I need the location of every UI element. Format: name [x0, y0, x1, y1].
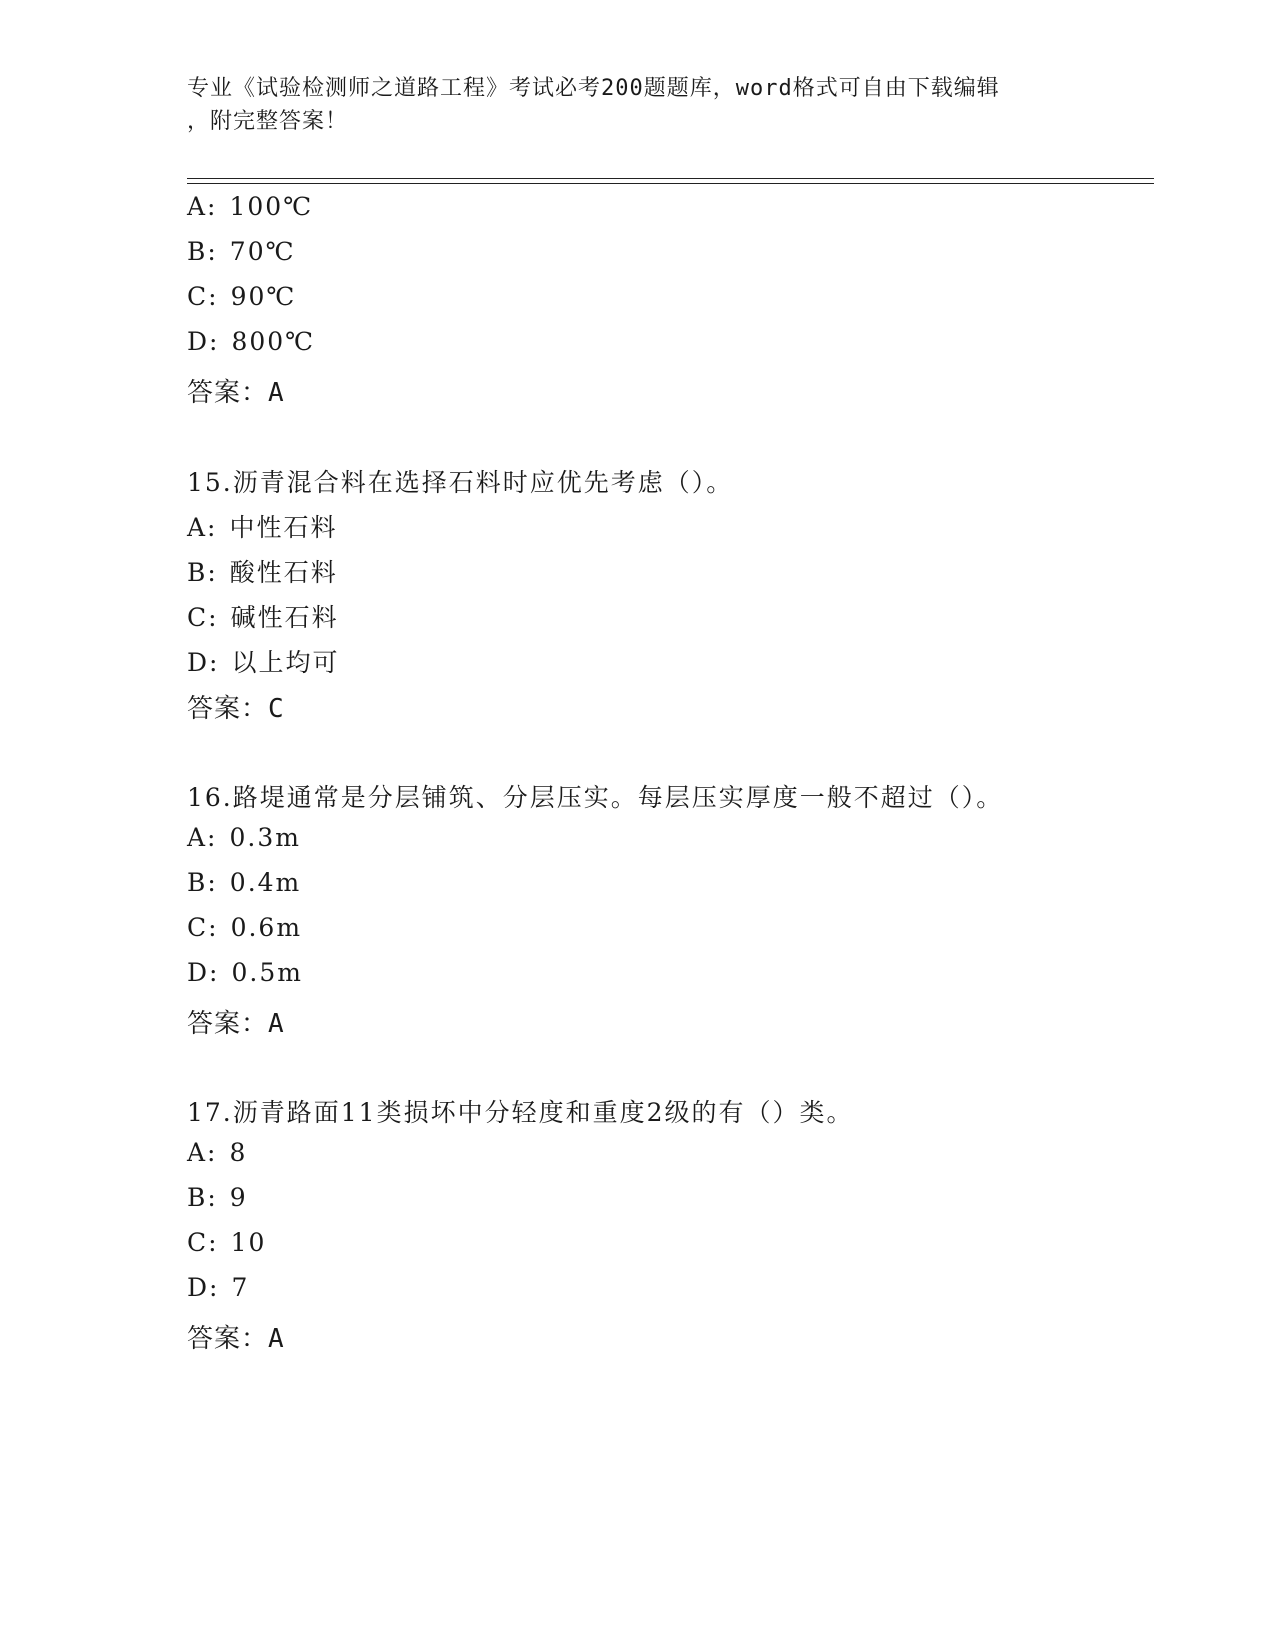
- option-text: 0.3m: [229, 823, 301, 852]
- option-a: [187, 823, 301, 852]
- option-letter: C:: [187, 282, 219, 311]
- answer-line: [187, 1003, 285, 1040]
- option-letter: C:: [187, 603, 219, 632]
- option-letter: B:: [187, 1183, 218, 1212]
- option-d: [187, 958, 303, 987]
- header-divider-top: [187, 178, 1154, 179]
- option-text: 800℃: [231, 327, 316, 356]
- question-stem: 15.沥青混合料在选择石料时应优先考虑（）。: [187, 468, 734, 497]
- option-text: 9: [229, 1183, 248, 1212]
- option-letter: A:: [187, 192, 218, 221]
- option-letter: D:: [187, 1273, 220, 1302]
- option-letter: D:: [187, 958, 220, 987]
- option-letter: D:: [187, 648, 220, 677]
- option-text: 以上均可: [231, 648, 340, 677]
- option-text: 碱性石料: [230, 603, 339, 632]
- option-text: 8: [229, 1138, 248, 1167]
- answer-value: A: [268, 1009, 285, 1039]
- option-letter: A:: [187, 513, 218, 542]
- option-letter: D:: [187, 327, 220, 356]
- answer-line: [187, 372, 285, 409]
- answer-label: 答案：: [187, 378, 269, 408]
- option-text: 7: [231, 1273, 250, 1302]
- question-stem: 17.沥青路面11类损坏中分轻度和重度2级的有（）类。: [187, 1098, 854, 1127]
- option-a: [187, 192, 313, 221]
- option-text: 0.4m: [229, 868, 302, 897]
- option-text: 10: [230, 1228, 267, 1257]
- option-text: 90℃: [230, 282, 297, 311]
- answer-line: [187, 688, 285, 725]
- answer-label: 答案：: [187, 1009, 269, 1039]
- answer-label: 答案：: [187, 694, 269, 724]
- answer-line: [187, 1318, 285, 1355]
- option-text: 100℃: [229, 192, 314, 221]
- question-stem: 16.路堤通常是分层铺筑、分层压实。每层压实厚度一般不超过（）。: [187, 783, 1004, 812]
- header-line-2: ，附完整答案！: [187, 109, 349, 134]
- document-header: [187, 72, 1087, 138]
- option-text: 酸性石料: [229, 558, 338, 587]
- option-a: [187, 1138, 247, 1167]
- option-c: [187, 282, 296, 311]
- option-text: 70℃: [229, 237, 296, 266]
- option-d: [187, 643, 339, 679]
- option-letter: B:: [187, 868, 218, 897]
- option-letter: B:: [187, 237, 218, 266]
- answer-label: 答案：: [187, 1324, 269, 1354]
- option-text: 0.6m: [230, 913, 303, 942]
- option-b: [187, 1183, 248, 1212]
- header-divider-bottom: [187, 183, 1154, 184]
- option-letter: B:: [187, 558, 218, 587]
- option-b: [187, 868, 301, 897]
- option-letter: C:: [187, 913, 219, 942]
- option-c: [187, 913, 302, 942]
- option-letter: A:: [187, 1138, 218, 1167]
- option-d: [187, 1273, 249, 1302]
- header-line-1: 专业《试验检测师之道路工程》考试必考200题题库，word格式可自由下载编辑: [187, 76, 1000, 101]
- option-text: 0.5m: [231, 958, 303, 987]
- option-a: [187, 508, 338, 544]
- option-d: [187, 327, 315, 356]
- option-letter: C:: [187, 1228, 219, 1257]
- option-text: 中性石料: [229, 513, 338, 542]
- option-b: [187, 553, 338, 589]
- option-b: [187, 237, 296, 266]
- option-c: [187, 598, 339, 634]
- answer-value: A: [268, 378, 285, 408]
- option-c: [187, 1228, 266, 1257]
- option-letter: A:: [187, 823, 218, 852]
- answer-value: A: [268, 1324, 285, 1354]
- answer-value: C: [268, 694, 285, 724]
